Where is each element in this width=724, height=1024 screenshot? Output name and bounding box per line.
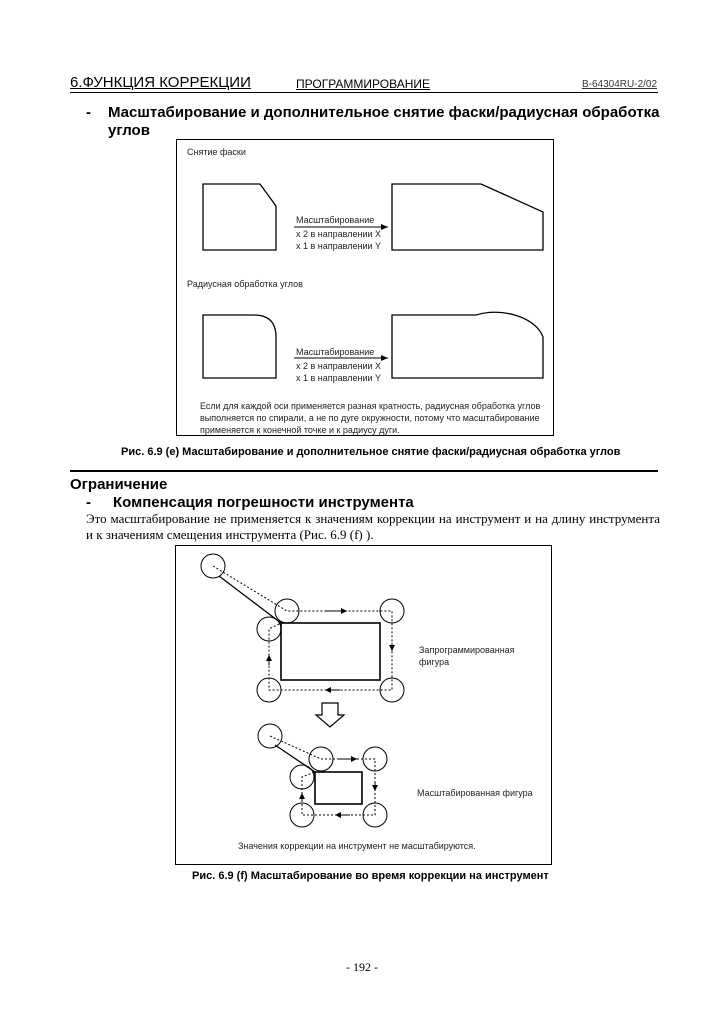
scaled-figure [258,724,387,827]
scaling-label-2: Масштабирование [296,347,375,357]
corner-label: Радиусная обработка углов [187,279,303,289]
offset-note: Значения коррекции на инструмент не масштабируются. [238,841,476,851]
restriction-subtitle-text: Компенсация погрешности инструмента [113,494,414,511]
corner-original-shape [203,315,276,378]
programmed-label-2: фигура [419,657,450,667]
document-id: B-64304RU-2/02 [582,79,658,90]
section-title-dash: - [86,104,91,121]
scaling-label-1: Масштабирование [296,215,375,225]
chamfer-label: Снятие фаски [187,147,246,157]
y-factor-1: x 1 в направлении Y [296,241,382,251]
section-title-text: Масштабирование и дополнительное снятие фаски/радиусная обработка углов [108,104,660,139]
scaled-label: Масштабированная фигура [417,788,533,798]
restriction-subtitle [86,494,414,511]
figure-e-note-1: Если для каждой оси применяется разная кратность, радиусная обработка углов [200,401,541,411]
programmed-figure [201,554,404,702]
figure-e-note-2: выполняется по спирали, а не по дуге окружности, потому что масштабирование [200,413,540,423]
x-factor-1: x 2 в направлении X [296,229,382,239]
page-number: - 192 - [346,960,378,974]
restriction-paragraph: Это масштабирование не применяется к значениям коррекции на инструмент и на длину инструмента и к значениям смещения инструмента (Рис. 6.9 (f) ). [86,511,660,542]
section-divider [70,470,658,472]
header-divider [70,92,658,93]
restriction-title: Ограничение [70,476,168,493]
figure-e-note-3: применяется к конечной точке и к радиусу дуги. [200,425,400,435]
chamfer-scaled-shape [392,184,543,250]
restriction-dash: - [86,494,91,511]
section-header: ПРОГРАММИРОВАНИЕ [296,77,430,91]
chamfer-original-shape [203,184,276,250]
figure-f-drawing [175,545,552,865]
chapter-title: 6.ФУНКЦИЯ КОРРЕКЦИИ [70,74,251,91]
figure-f-caption: Рис. 6.9 (f) Масштабирование во время коррекции на инструмент [192,870,549,882]
programmed-label-1: Запрограммированная [419,645,515,655]
y-factor-2: x 1 в направлении Y [296,373,382,383]
x-factor-2: x 2 в направлении X [296,361,382,371]
down-arrow-icon [316,703,344,727]
corner-scaled-shape [392,312,543,378]
figure-e-caption: Рис. 6.9 (e) Масштабирование и дополнительное снятие фаски/радиусная обработка углов [121,446,621,458]
